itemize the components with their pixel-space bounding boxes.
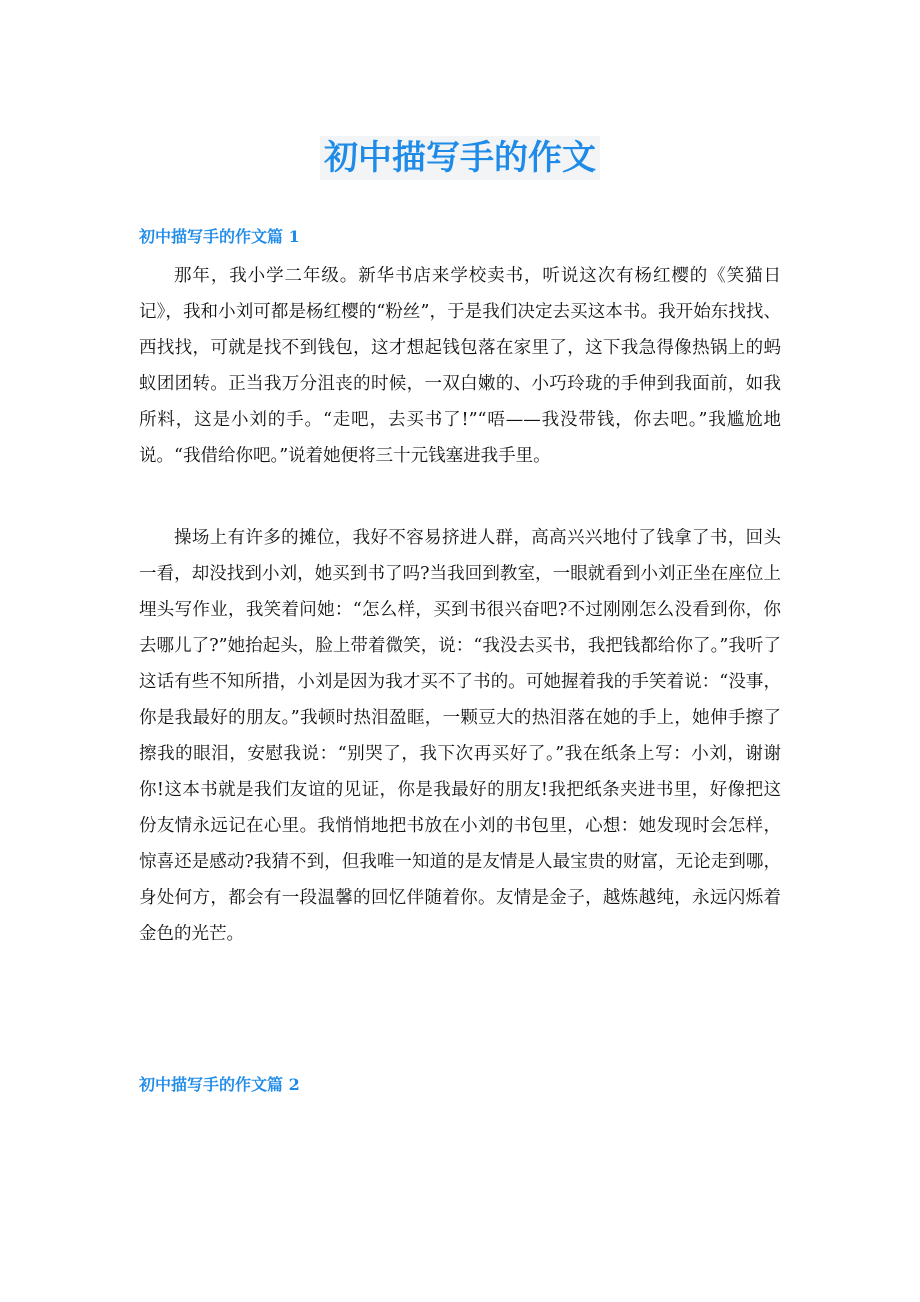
section-heading-1: 初中描写手的作文篇 1	[139, 227, 300, 246]
paragraph-1: 那年，我小学二年级。新华书店来学校卖书，听说这次有杨红樱的《笑猫日记》，我和小刘可都是杨红樱的“粉丝”，于是我们决定去买这本书。我开始东找找、西找找，可就是找不到钱包，这才想起钱包落在家里了，这下我急得像热锅上的蚂蚁团团转。正当我万分沮丧的时候，一双白嫩的、小巧玲珑的手伸到我面前，如我所料，这是小刘的手。“走吧，去买书了!”“唔——我没带钱，你去吧。”我尴尬地说。“我借给你吧。”说着她便将三十元钱塞进我手里。	[139, 266, 781, 466]
section-heading-2: 初中描写手的作文篇 2	[139, 1075, 300, 1094]
title-container	[0, 136, 920, 180]
paragraph-2: 操场上有许多的摊位，我好不容易挤进人群，高高兴兴地付了钱拿了书，回头一看，却没找到小刘，她买到书了吗?当我回到教室，一眼就看到小刘正坐在座位上埋头写作业，我笑着问她：“怎么样，买到书很兴奋吧?不过刚刚怎么没看到你，你去哪儿了?”她抬起头，脸上带着微笑，说：“我没去买书，我把钱都给你了。”我听了这话有些不知所措，小刘是因为我才买不了书的。可她握着我的手笑着说：“没事，你是我最好的朋友。”我顿时热泪盈眶，一颗豆大的热泪落在她的手上，她伸手擦了擦我的眼泪，安慰我说：“别哭了，我下次再买好了。”我在纸条上写：小刘，谢谢你!这本书就是我们友谊的见证，你是我最好的朋友!我把纸条夹进书里，好像把这份友情永远记在心里。我悄悄地把书放在小刘的书包里，心想：她发现时会怎样，惊喜还是感动?我猜不到，但我唯一知道的是友情是人最宝贵的财富，无论走到哪，身处何方，都会有一段温馨的回忆伴随着你。友情是金子，越炼越纯，永远闪烁着金色的光芒。	[139, 528, 781, 944]
document-title: 初中描写手的作文	[320, 136, 600, 180]
